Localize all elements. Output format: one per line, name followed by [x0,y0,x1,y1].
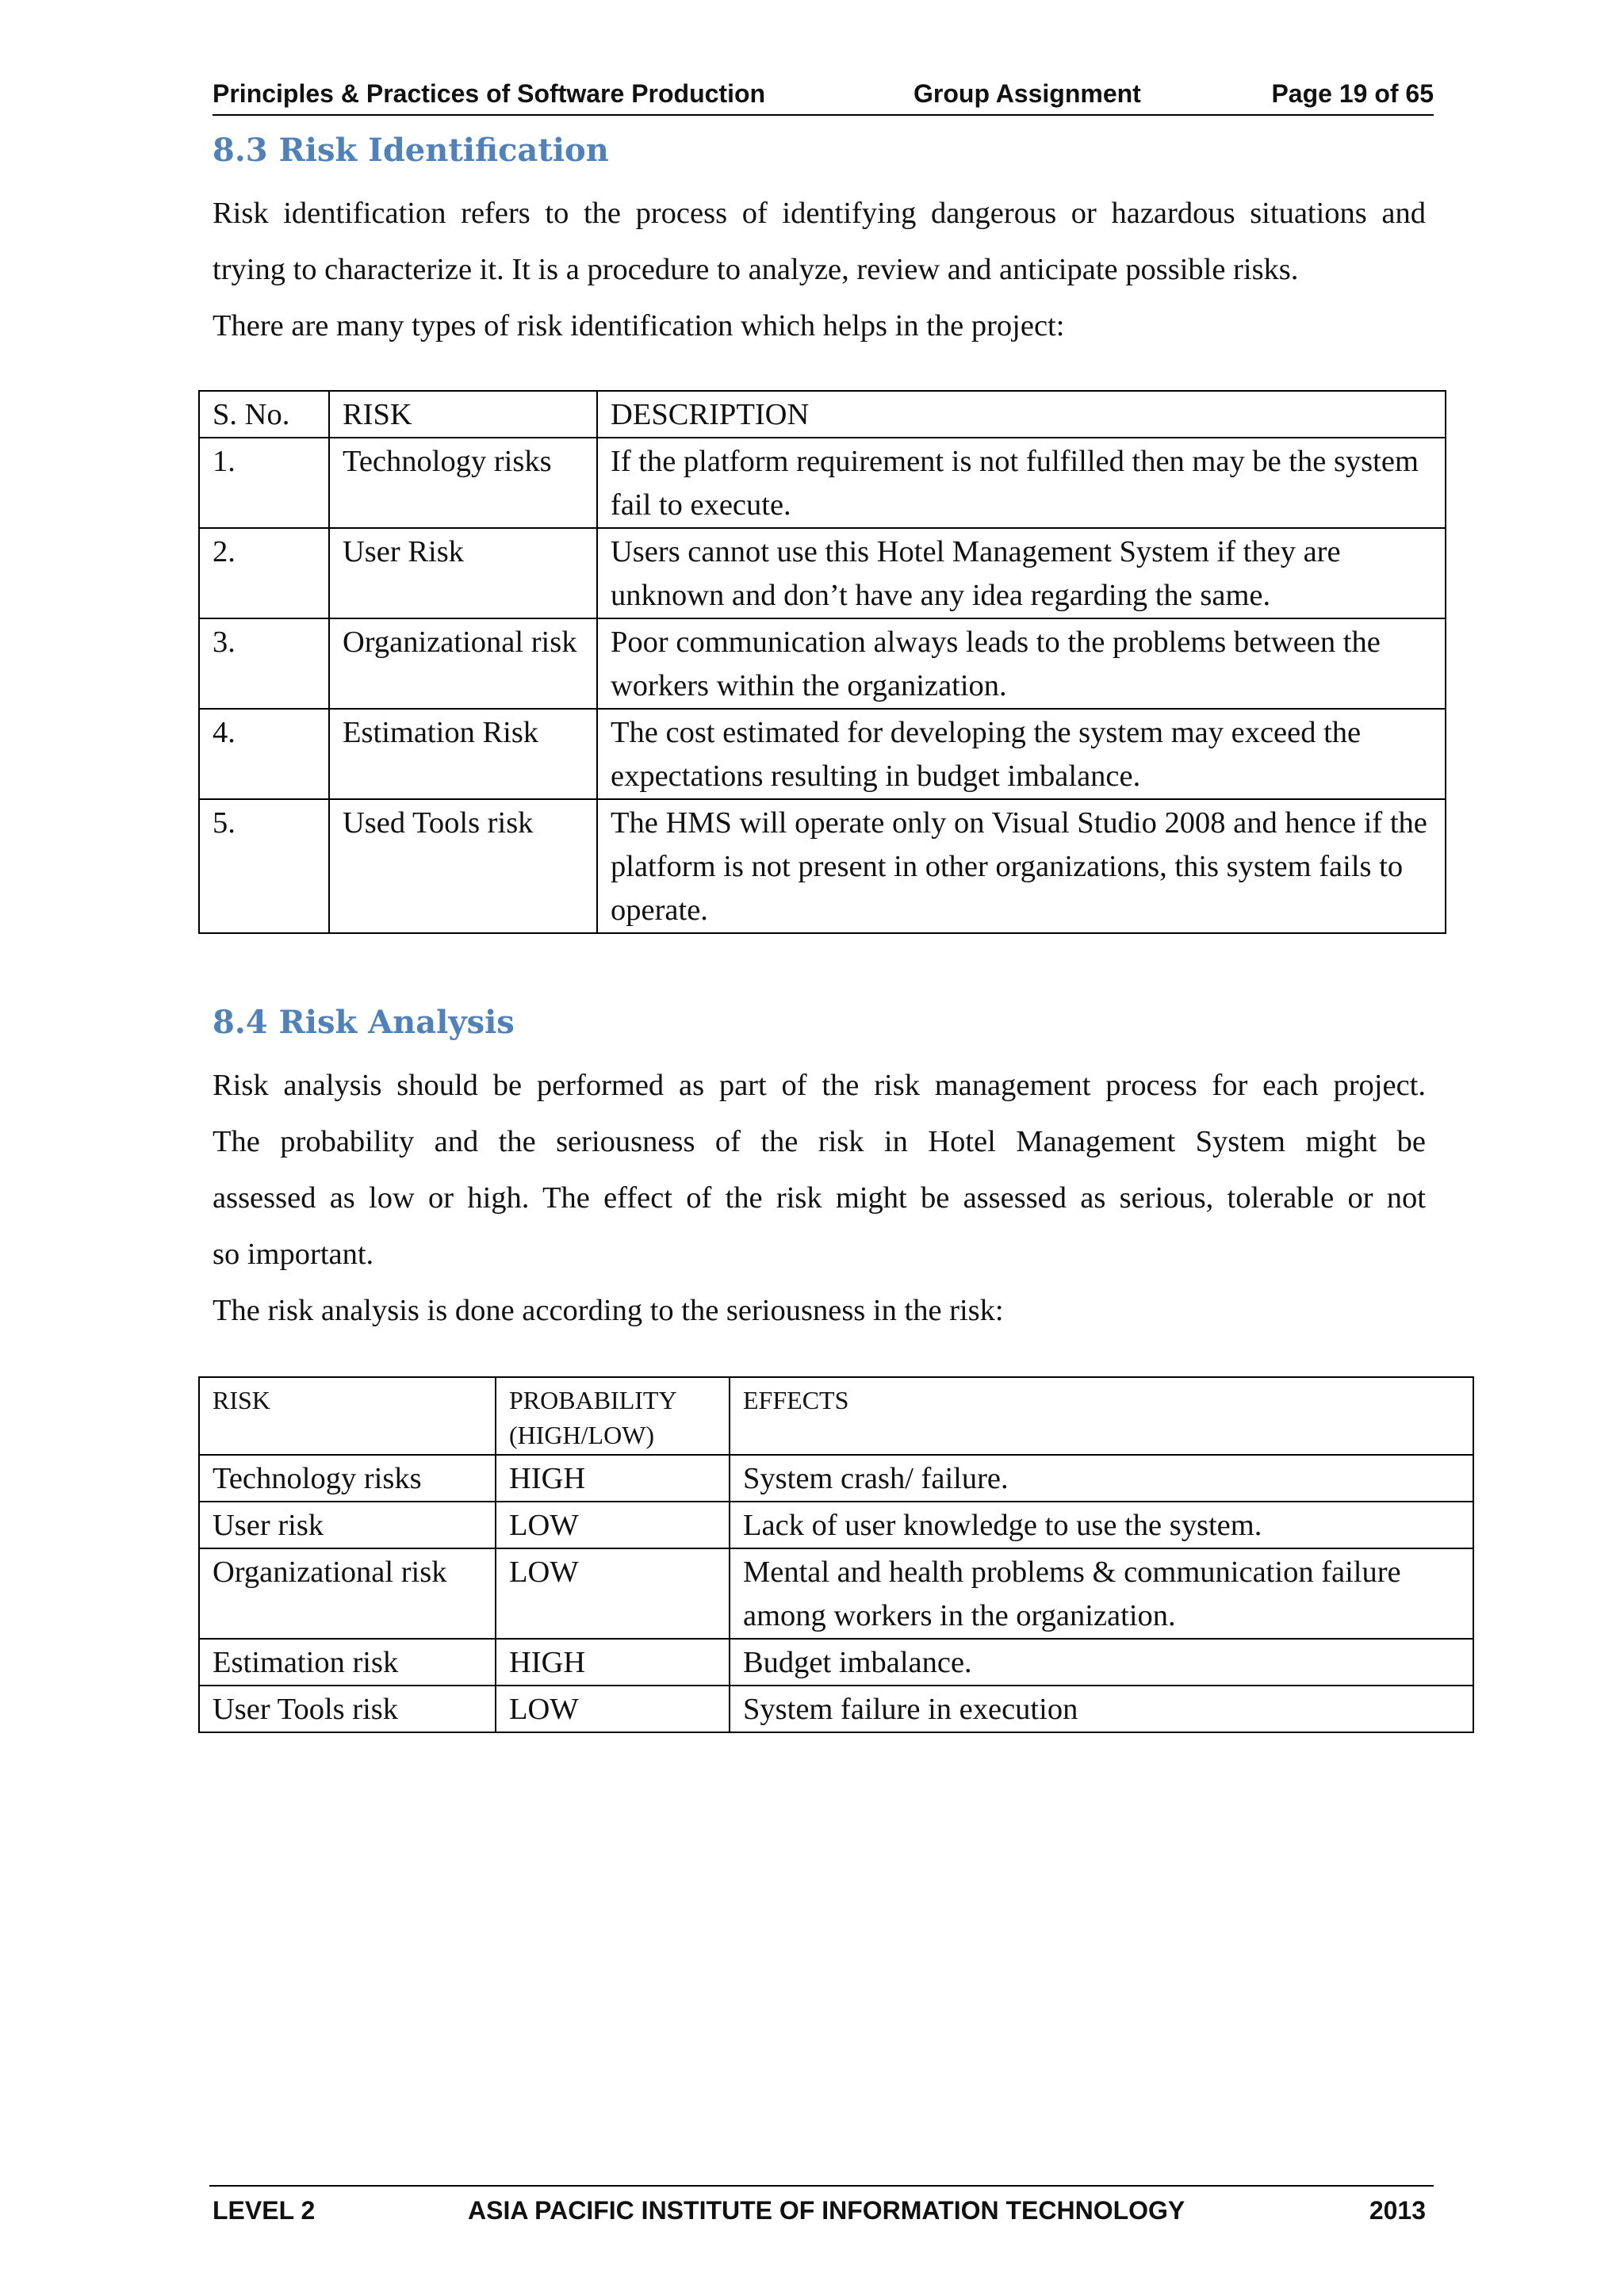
table-row [199,709,1446,799]
footer-institute: ASIA PACIFIC INSTITUTE OF INFORMATION TECHNOLOGY [468,2196,1185,2225]
heading-risk-identification: 8.3 Risk Identification [213,132,609,169]
table-row [199,1686,1473,1732]
paragraph-line: The probability and the seriousness of the risk in Hotel Management System might be [213,1125,1426,1158]
table-row [199,618,1446,709]
risk-analysis-table [198,1376,1474,1733]
cell-risk: Estimation Risk [329,709,597,799]
cell-effects: Mental and health problems & communication failure among workers in the organization. [730,1548,1473,1639]
cell-sno: 3. [199,618,329,709]
cell-description: Poor communication always leads to the problems between the workers within the organization. [597,618,1446,709]
cell-risk: Used Tools risk [329,799,597,933]
risk-identification-table [198,390,1446,934]
cell-effects: System crash/ failure. [730,1455,1473,1502]
cell-sno: 4. [199,709,329,799]
cell-probability: HIGH [496,1455,730,1502]
cell-risk: User Tools risk [199,1686,496,1732]
cell-description: The cost estimated for developing the system may exceed the expectations resulting in budget imbalance. [597,709,1446,799]
header-cell-risk: RISK [199,1377,496,1455]
cell-probability: HIGH [496,1639,730,1686]
table-row [199,1502,1473,1548]
header-cell-effects: EFFECTS [730,1377,1473,1455]
heading-risk-analysis: 8.4 Risk Analysis [213,1004,515,1041]
table-header-row [199,1377,1473,1455]
header-assignment-type: Group Assignment [914,79,1141,108]
paragraph-risk-analysis [213,1058,1426,1283]
cell-risk: Organizational risk [199,1548,496,1639]
cell-risk: Organizational risk [329,618,597,709]
paragraph-risk-identification [213,186,1426,354]
cell-risk: Technology risks [199,1455,496,1502]
paragraph-risk-analysis-intro [213,1283,1426,1339]
table-row [199,799,1446,933]
paragraph-line: Risk identification refers to the process of identifying dangerous or hazardous situations and [213,197,1426,230]
table-row [199,1548,1473,1639]
cell-probability: LOW [496,1548,730,1639]
paragraph-line: Risk analysis should be performed as part of the risk management process for each project. [213,1069,1426,1102]
table-header-row [199,391,1446,438]
footer-level: LEVEL 2 [213,2196,316,2225]
cell-sno: 1. [199,438,329,528]
header-cell-description: DESCRIPTION [597,391,1446,438]
cell-effects: System failure in execution [730,1686,1473,1732]
cell-description: The HMS will operate only on Visual Studio 2008 and hence if the platform is not present in other organizations, this system fails to operate. [597,799,1446,933]
paragraph-line: assessed as low or high. The effect of the risk might be assessed as serious, tolerable or not [213,1181,1426,1215]
table-row [199,1639,1473,1686]
cell-effects: Lack of user knowledge to use the system. [730,1502,1473,1548]
table-row [199,1455,1473,1502]
table-row [199,528,1446,618]
cell-effects: Budget imbalance. [730,1639,1473,1686]
cell-sno: 5. [199,799,329,933]
header-cell-risk: RISK [329,391,597,438]
cell-description: If the platform requirement is not fulfilled then may be the system fail to execute. [597,438,1446,528]
cell-risk: User Risk [329,528,597,618]
page-header [213,76,1434,116]
table-row [199,438,1446,528]
page-footer [209,2185,1434,2223]
cell-risk: Estimation risk [199,1639,496,1686]
cell-probability: LOW [496,1502,730,1548]
header-course-title: Principles & Practices of Software Production [213,79,766,108]
cell-probability: LOW [496,1686,730,1732]
paragraph-line: trying to characterize it. It is a procedure to analyze, review and anticipate possible risks. [213,253,1299,286]
header-cell-probability: PROBABILITY (HIGH/LOW) [496,1377,730,1455]
cell-risk: User risk [199,1502,496,1548]
header-cell-sno: S. No. [199,391,329,438]
paragraph-line: so important. [213,1238,374,1271]
header-page-number: Page 19 of 65 [1271,79,1434,108]
cell-sno: 2. [199,528,329,618]
cell-risk: Technology risks [329,438,597,528]
cell-description: Users cannot use this Hotel Management System if they are unknown and don’t have any idea regarding the same. [597,528,1446,618]
paragraph-line: There are many types of risk identification which helps in the project: [213,309,1065,342]
footer-year: 2013 [1369,2196,1426,2225]
paragraph-line: The risk analysis is done according to the seriousness in the risk: [213,1294,1004,1327]
